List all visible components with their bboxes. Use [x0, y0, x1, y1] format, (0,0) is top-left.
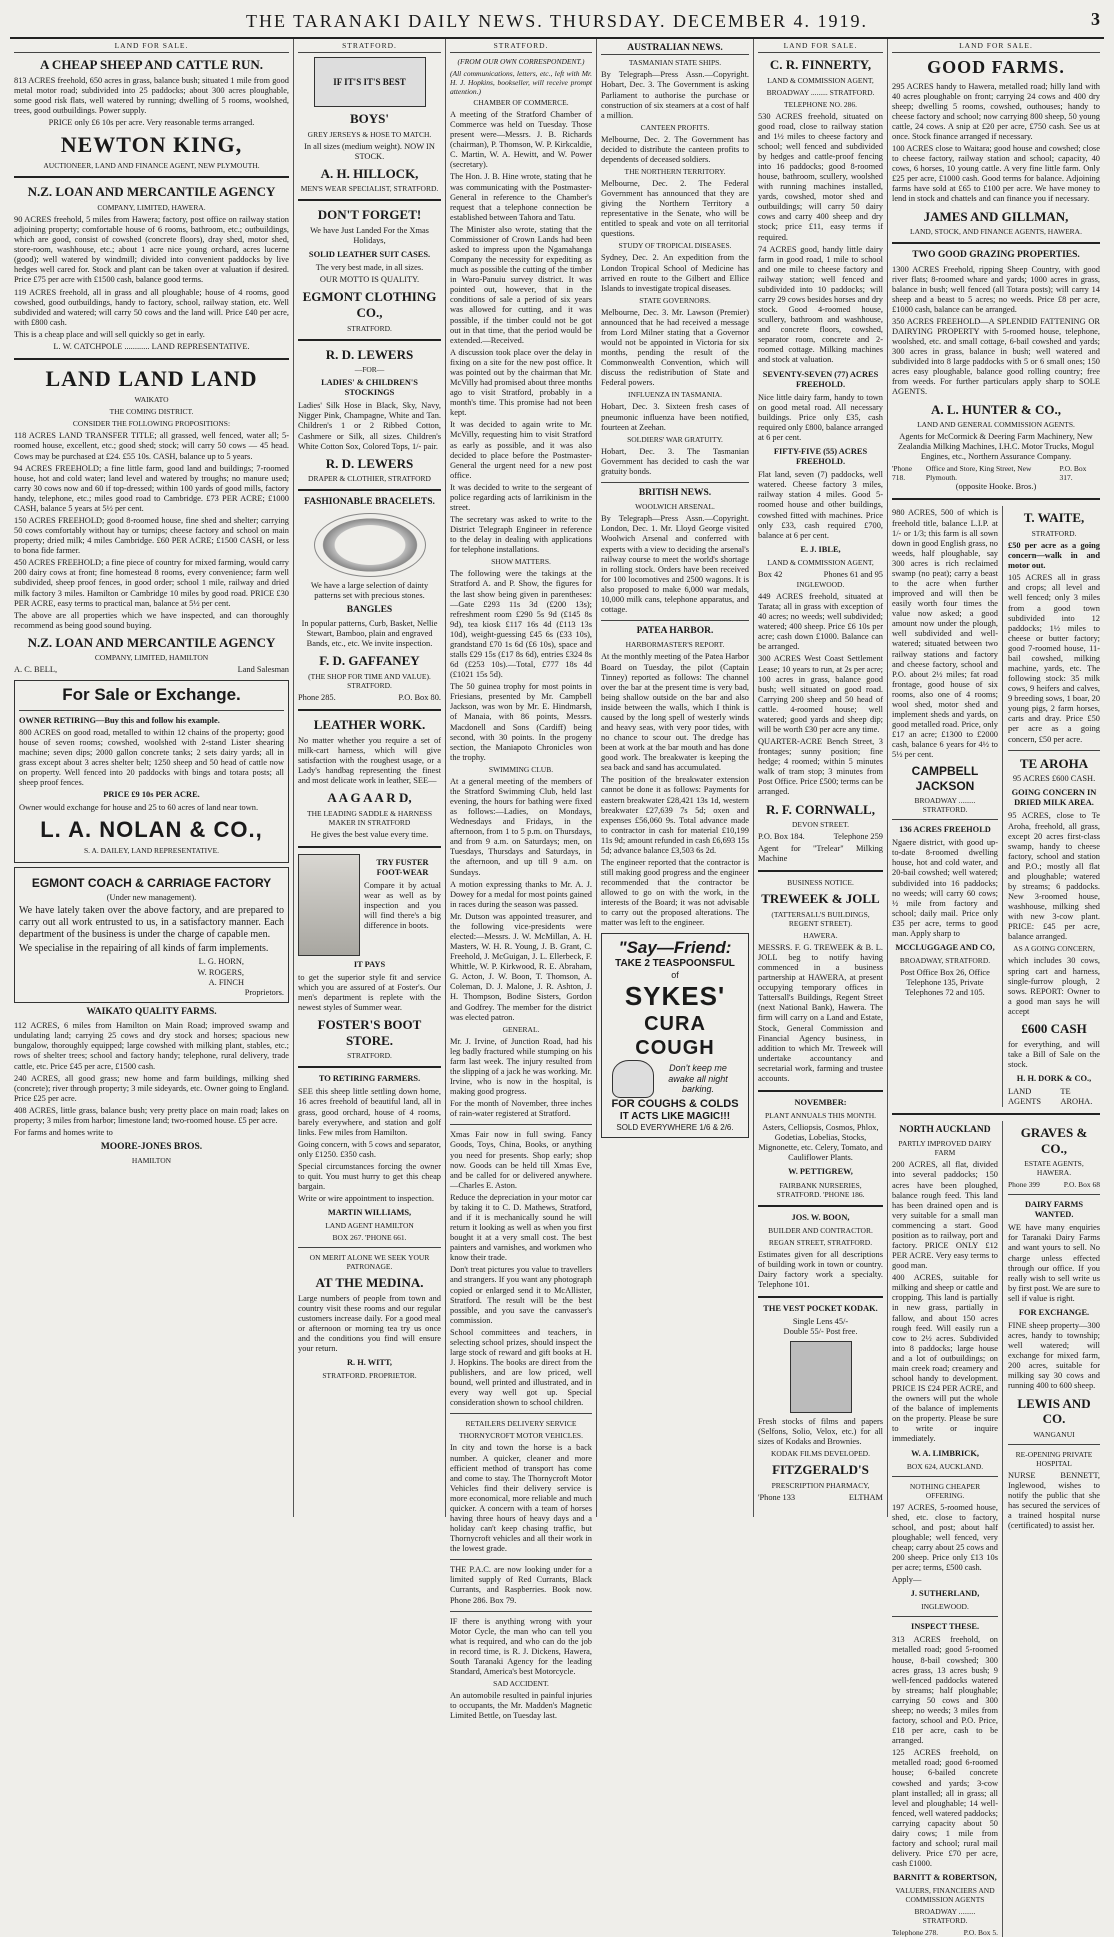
- ad-body: 408 ACRES, little grass, balance bush; very pretty place on main road; lakes on property; 3 miles from harbor; limestone land; two-roomed house. £5 per acre.: [14, 1105, 289, 1125]
- article-text: It was decided to again write to Mr. McVilly, requesting him to visit Stratford as early as possible, and it was also decided to place before the Postmaster-General the urgent need for a new post office.: [450, 420, 592, 480]
- ad-body: Flat land, seven (7) paddocks, well watered. Cheese factory 3 miles, railway station 4 miles. Good 5-roomed house and other buildings, cowshed fitted with machines. Price only £33, cash required £700, balance at 6 per cent.: [758, 470, 883, 540]
- ad-body: No matter whether you require a set of milk-cart harness, which will give satisfaction with the roughest usage, or a Lady's handbag representing the finest and most delicate work in leather, SEE—: [298, 735, 441, 785]
- town: ELTHAM: [848, 1492, 883, 1502]
- agent-sub: STRATFORD.: [1031, 529, 1077, 539]
- ad-body: 150 ACRES FREEHOLD; good 8-roomed house, fine shed and shelter; carrying 50 cows comfortably without hay or turnips; cheese factory and school on main property; dried milk; 4 miles Cambridge. £60 PER ACRE; £1500 CASH, or less to bona fide farmer.: [14, 516, 289, 556]
- ad-headline: For Sale or Exchange.: [62, 684, 241, 704]
- ad-headline: RE-OPENING PRIVATE HOSPITAL: [1015, 1449, 1093, 1468]
- agent-sub: VALUERS, FINANCIERS AND COMMISSION AGENTS: [895, 1886, 995, 1905]
- ad-sub: BANGLES: [346, 604, 393, 615]
- agent-name: FITZGERALD'S: [772, 1462, 869, 1478]
- best-emblem-icon: IF IT'S IT'S BEST: [314, 57, 426, 107]
- ad-sign: A. C. BELL,: [14, 665, 58, 675]
- article-text: The secretary was asked to write to the District Telegraph Engineer in reference to the delay in dealing with applications for telephone installations.: [450, 515, 592, 555]
- ad-body: 813 ACRES freehold, 650 acres in grass, balance bush; situated 1 mile from good metal motor road; subdivided into 25 paddocks; about 300 acres ploughable, some good risk flats, well watered by running; dwelling of 5 rooms, woolshed, trees, good outbuildings. Power supply.: [14, 75, 289, 115]
- agent-name: E. J. IBLE,: [800, 544, 841, 554]
- agent-sub: LAND AGENTS: [1008, 1086, 1042, 1106]
- ad-body: 800 ACRES on good road, metalled to within 12 chains of the property; good house of seven rooms; cowshed, woolshed with 2-stand Lister shearing machine; seven dips; 2000 gallon concrete tanks; 2 sets dairy yards; all in grass except about 3 acres shelter belt; 1250 sheep and 50 head of cattle now on property. Well fenced into 20 paddocks with bings and totara posts; all sheep proof fences.: [19, 728, 284, 788]
- agent-name: J. SUTHERLAND,: [910, 1589, 980, 1599]
- agent-sub: TE AROHA.: [1060, 1086, 1093, 1106]
- ad-sub: —FOR—: [354, 365, 385, 375]
- ad-body: OUR MOTTO IS QUALITY.: [319, 275, 420, 285]
- article-text: The 50 guinea trophy for most points in Friesians, presented by Mr. Campbell Jackson, was won by Mr. E. Hindmarsh, of Manaia, with 86 points, Messrs. Macdonell and Sons (Cardiff) being second, with 30 points. In the progeny section, the Maniapoto Chronicles won the trophy.: [450, 682, 592, 762]
- ad-body: 313 ACRES freehold, on metalled road; good 5-roomed house, 8-bail cowshed; 300 acres grass, 13 acres bush; 9 well-fenced paddocks watered by streams; half ploughable; carrying 50 cows and 300 sheep; no weeds; 3 miles from factory, school and P.O. Price, £18 per acre, cash to be arranged.: [892, 1635, 998, 1746]
- section-heading: BRITISH NEWS.: [638, 487, 712, 498]
- ad-text: of: [671, 969, 679, 980]
- ad-headline: N.Z. LOAN AND MERCANTILE AGENCY: [27, 634, 276, 650]
- agent-sub: PRESCRIPTION PHARMACY,: [771, 1480, 870, 1490]
- ad-body: The very best made, in all sizes.: [315, 263, 424, 273]
- article-heading: RETAILERS DELIVERY SERVICE: [465, 1419, 577, 1429]
- ad-body: Ladies' Silk Hose in Black, Sky, Navy, Nigger Pink, Champagne, White and Tan. Children's 1 or 2 Ribbed Cotton, Cashmere or Silk, all sizes. Children's White Cotton Sox, Colored Tops, 1/- pair.: [298, 401, 441, 451]
- agent-sub: (TATTERSALL'S BUILDINGS, REGENT STREET).: [771, 909, 870, 928]
- article-text: An automobile resulted in painful injuries to occupants, the Mr. Madden's Magnetic Limited Bettle, on Tuesday last.: [450, 1691, 592, 1721]
- article-text: A motion expressing thanks to Mr. A. J. Dowey for a medal for most points gained in races during the season was passed.: [450, 879, 592, 909]
- ad-body: Compare it by actual wear as well as by inspection and you will find there's a big difference in boots.: [364, 880, 441, 931]
- agent-name: R. D. LEWERS: [325, 455, 414, 471]
- article-heading: INFLUENZA IN TASMANIA.: [627, 390, 723, 400]
- ad-body: which includes 30 cows, spring cart and harness, single-furrow plough, 2 sows. REPORT: Owner to a good man says he will accept: [1008, 956, 1100, 1016]
- ad-body: 94 ACRES FREEHOLD; a fine little farm, good land and buildings; 7-roomed house, hot and cold water; land level and watered by troughs; no manure used; carry 30 cows now and 60 if top-dressed; within 100 yards of good mills, factory handy, telephone, etc.; miles good road to Cambridge. £73 PER ACRE; £1000 CASH, balance 5 years at 5½ per cent.: [14, 463, 289, 513]
- article-text: At the monthly meeting of the Patea Harbor Board on Tuesday, the pilot (Captain Tinney) reported as follows: The channel over the bar at the present time is very bad, being shallow outside on the bar and also inside between the walls, which I think is caused by the long spell of westerly winds and heavy seas, with very poor tides, with no chance to scour out. The dredge has been at work at the bar mouth and has done good work. The breakwater is keeping the sea back and sand has accumulated.: [601, 652, 749, 773]
- ad-body: Special circumstances forcing the owner to quit. You must hurry to get this cheap bargain.: [298, 1161, 441, 1192]
- article-text: By Telegraph—Press Assn.—Copyright. London, Dec. 1. Mr. Lloyd George visited Woolwich Arsenal and conferred with experts with a view to deciding the arsenal's railway course to meet the world's shortage in rolling stock. Orders have been received for 100 locomotives and 2500 wagons. It is also proposed to make 6,000 war medals, 10,000 milk cans, telephone apparatus, and cottage.: [601, 514, 749, 614]
- agent-sub: BUILDER AND CONTRACTOR.: [768, 1225, 873, 1235]
- article-text: By Telegraph—Press Assn.—Copyright. Hobart, Dec. 3. The Government is asking Parliament to authorise the purchase or construction of six steamers at a cost of half a million.: [601, 70, 749, 120]
- article-text: A meeting of the Stratford Chamber of Commerce was held on Tuesday. Those present were—Messrs. J. B. Richards (chairman), P. Thomson, W. P. Kirkcaldie, C. Martin, W. A. Hewitt, and W. Power (secretary).: [450, 110, 592, 170]
- article-heading: WOOLWICH ARSENAL.: [635, 502, 715, 512]
- section-heading: AUSTRALIAN NEWS.: [601, 43, 749, 55]
- article-text: Mr. Dutson was appointed treasurer, and the following vice-presidents were elected:—Messrs. J. W. McMillan, A. H. Masters, W. H. R. Young, J. B. Grant, C. Freehold, J. McGuigan, J. L. Ellerbeck, F. Whittle, W. P. Kirkwood, R. E. Abraham, G. Acton, J. W. Boon, T. Thomson, A. Coleman, D. J. Malone, J. R. Ashton, J. H. Thompson, Bodine Sisters, Gordon and Godfrey. The member for the district was elected patron.: [450, 911, 592, 1022]
- agent-sub: INGLEWOOD.: [921, 1602, 969, 1612]
- column-5: [754, 39, 888, 1517]
- article-heading: THORNYCROFT MOTOR VEHICLES.: [459, 1431, 583, 1441]
- ad-sub: IT PAYS: [353, 959, 386, 969]
- ad-body: 980 ACRES, 500 of which is freehold title, balance L.I.P. at 1/- or 1/3; this farm is all sown down in good English grass, no weeds, half ploughable, say 300 acres is rich reclaimed swamp (no peat); carry a beast to the acre when further improved and will then be easily worth four times the value now asked; a good amount now under the plough, well subdivided and well-watered; situated between two railway stations and factory and cheese factory, school and P.O. about 2½ miles; fat road frontage, good house of six rooms, also one of 4 rooms; wool shed, motor shed and implement sheds and yards, on good metalled road. Price, only £17 an acre; £1300 to £2000 cash, balance 6 years for 4½ to 5½ per cent.: [892, 508, 998, 760]
- ad-headline: LAND LAND LAND: [45, 365, 258, 391]
- article-text: Hobart, Dec. 3. The Tasmanian Government has decided to cash the war gratuity bonds.: [601, 446, 749, 476]
- agent-sub: DEVON STREET.: [792, 820, 849, 830]
- agent-sub: (opposite Hooke. Bros.): [955, 482, 1037, 492]
- ad-sub: GREY JERSEYS & HOSE TO MATCH.: [307, 129, 432, 139]
- ad-text: IT ACTS LIKE MAGIC!!!: [619, 1111, 731, 1123]
- ad-headline: TWO GOOD GRAZING PROPERTIES.: [912, 250, 1080, 261]
- article-heading: CHAMBER OF COMMERCE.: [473, 98, 569, 107]
- article-text: Xmas Fair now in full swing. Fancy Goods, Toys, China, Books, or anything you need for presents. Shop early; shop now. Goods can be held till Xmas Eve, and be called for or delivered anywhere.—Charles E. Aston.: [450, 1130, 592, 1190]
- agent-name: JAMES AND GILLMAN,: [923, 208, 1069, 224]
- ad-body: SEE this sheep little settling down home, 16 acres freehold of beautiful land, all in grass, good orchard, house of 4 rooms, barely everywhere, and station and golf links. Few miles from Hamilton.: [298, 1087, 441, 1137]
- ad-body: For farms and homes write to: [14, 1127, 113, 1137]
- ad-sign: A. FINCH: [208, 977, 244, 987]
- agent-sub: BOX 267. 'PHONE 661.: [332, 1233, 407, 1243]
- ad-body: 74 ACRES good, handy little dairy farm in good road, 1 mile to school and one mile to cheese factory and railway station; well fenced and subdivided into 10 paddocks; will carry 29 cows besides horses and dry stock. Good 4-roomed house, scullery, bathroom and washhouse, and concrete floors, cowshed, separator room, concrete and 2-roomed cottage. Milking machines and stock at valuation.: [758, 244, 883, 365]
- ad-body: Fresh stocks of films and papers (Selfons, Solio, Velox, etc.) for all sizes of Kodaks and Brownies.: [758, 1417, 883, 1447]
- ad-body: £50 per acre as a going concern—walk in and motor out.: [1008, 541, 1100, 571]
- ad-headline: TO RETIRING FARMERS.: [318, 1074, 421, 1084]
- ad-sign: Proprietors.: [244, 987, 284, 997]
- phone: Phones 61 and 95: [823, 569, 883, 579]
- agent-sub: LAND & COMMISSION AGENT,: [767, 557, 874, 567]
- ad-text: CURA COUGH: [635, 1012, 715, 1059]
- ad-body: We have Just Landed For the Xmas Holidays,: [310, 225, 429, 246]
- ad-body: Owner would exchange for house and 25 to 60 acres of land near town.: [19, 802, 259, 812]
- ad-body: 90 ACRES freehold, 5 miles from Hawera; factory, post office on railway station adjoining property; comfortable house of 6 rooms, bathroom, etc.; outbuildings, which are good, consist of cowshed (concrete floors), dray shed, motor shed, store-room, washhouse, etc.; about 1 acre nice young orchard, acres lucerne (good); well watered by windmill; divided into convenient paddocks by live hedges well cared for. Stock and plant can be taken over at valuation if desired. Price £75 per acre with £1500 cash, balance good terms.: [14, 214, 289, 285]
- ad-sub: SOLID LEATHER SUIT CASES.: [308, 250, 431, 260]
- phone: 'Phone 718.: [892, 464, 913, 483]
- ad-sub: GOING CONCERN IN DRIED MILK AREA.: [1011, 788, 1097, 808]
- ad-headline: WAIKATO QUALITY FARMS.: [86, 1006, 217, 1017]
- section-label: STRATFORD.: [450, 41, 592, 53]
- ad-body: 400 ACRES, suitable for milking and sheep or cattle and cropping. This land is partially in new grass, partially in fallow, and about 150 acres rough feed. Will easily run a cow to 2½ acres. Subdivided into 8 paddocks; large house and a lot of outbuildings; on main creek road; creamery and school handy to development. PRICE IS £24 PER ACRE, and the owners will put the whole of the balance of implements on the property. Please be sure to write or inquire immediately.: [892, 1273, 998, 1444]
- section-heading: PATEA HARBOR.: [636, 626, 714, 637]
- section-label: LAND FOR SALE.: [892, 41, 1100, 53]
- ad-headline: THE VEST POCKET KODAK.: [763, 1303, 878, 1313]
- article-text: At a general meeting of the members of the Stratford Swimming Club, held last evening, the hours for bathing were fixed as follows:—Ladies, on Mondays, Wednesdays and Fridays, in the afternoon, from 1 to 5 p.m. on Thursdays, and from 9 a.m. on Saturdays; men, on Tuesdays, Thursdays and Saturdays, in the afternoon, and up till 9 a.m. on Sundays.: [450, 776, 592, 877]
- agent-name: MCCLUGGAGE AND CO,: [895, 943, 995, 953]
- article-text: THE P.A.C. are now looking under for a limited supply of Red Currants, Black Currants, and Raspberries. Book now. Phone 286. Box 79.: [450, 1565, 592, 1605]
- agent-sub: BROADWAY ......... STRATFORD.: [914, 1907, 976, 1926]
- agent-name: C. R. FINNERTY,: [769, 57, 872, 72]
- article-heading: HARBORMASTER'S REPORT.: [625, 640, 725, 650]
- article-text: Melbourne, Dec. 2. The Government has decided to distribute the canteen profits to dependents of deceased soldiers.: [601, 134, 749, 164]
- agent-sub: LAND & COMMISSION AGENT,: [767, 75, 874, 85]
- article-text: The following were the takings at the Stratford A. and P. Show, the figures for the last show being given in parentheses:—Gate £293 11s 3d (£200 13s); refreshment room £290 5s 9d (£145 8s 9d), tea kiosk £117 16s 4d (£113 13s 10d), weight-guessing £45 6s (£33 10s), grandstand £70 1s 6d (£6 10s), space and stalls £29 15s (£17 8s 6d), entries £324 8s 6d (£253 10s).—Total, £777 18s 4d (£1021 15s 5d).: [450, 569, 592, 680]
- agent-name: R. D. LEWERS: [325, 346, 414, 362]
- ad-body: 300 ACRES West Coast Settlement Lease; 10 years to run, at 2s per acre; 100 acres in grass, balance good bush; well situated on good road. Carrying 200 sheep and 50 head of cattle. 4-roomed house; well watered; good yards and sheep dip; will be worth £30 per acre any time.: [758, 654, 883, 734]
- box: P.O. Box 317.: [1059, 464, 1087, 483]
- phone: Telephone 259: [833, 832, 883, 842]
- box: P.O. Box 80.: [398, 693, 441, 703]
- for-sale-box: [14, 680, 289, 863]
- price-line: Double 55/- Post free.: [783, 1327, 858, 1337]
- agent-sub: BROADWAY ......... STRATFORD.: [766, 87, 875, 97]
- ad-body: The above are all properties which we have inspected, and can thoroughly recommend as being good sound buying.: [14, 610, 289, 630]
- ad-body: WE have many enquiries for Taranaki Dairy Farms and want yours to sell. No charge unless effected through our office. If you really wish to sell write us by first post. We are sure to sell if value is right.: [1008, 1223, 1100, 1303]
- ad-body: 240 ACRES, all good grass; new home and farm buildings, milking shed (concrete); river through property; 3 mile sideyards, etc. Owner going to England. Price £25 per acre.: [14, 1073, 289, 1103]
- ad-body: We have a large selection of dainty patterns set with precious stones.: [310, 580, 429, 600]
- agent-name: A. L. HUNTER & CO.,: [930, 401, 1061, 417]
- agent-name: W. PETTIGREW,: [788, 1167, 853, 1177]
- article-text: Melbourne, Dec. 3. Mr. Lawson (Premier) announced that he had received a message from Lord Milner stating that a Governor would not be appointed in Victoria for six months, pending the result of the Commonwealth Convention, which will discuss the redistribution of State and Federal powers.: [601, 307, 749, 388]
- price-line: Single Lens 45/-: [792, 1316, 849, 1326]
- column-3: [446, 39, 597, 1721]
- article-text: The Hon. J. B. Hine wrote, stating that he was communicating with the Postmaster-General in reference to the Chamber's request that a telephone connection be established between Tahora and Tatu.: [450, 172, 592, 222]
- article-heading: THE NORTHERN TERRITORY.: [624, 167, 726, 177]
- agent-name: L. A. NOLAN & CO.,: [40, 816, 263, 842]
- ad-sub: LADIES' & CHILDREN'S STOCKINGS: [321, 378, 418, 398]
- ad-body: 350 ACRES FREEHOLD—A SPLENDID FATTENING OR DAIRYING PROPERTY with 5-roomed house, telephone, woolshed, etc. and small cottage, 6-bail cowshed and yards; 300 acres in grass, balance in bush; well watered and subdivided into 8 large paddocks with 5 or 6 small ones; 150 acres easy ploughable, balance good rolling country; free from weeds. For further particulars apply sharp to SOLE AGENTS.: [892, 316, 1100, 397]
- ad-price: £600 CASH: [1021, 1020, 1087, 1036]
- ad-body: This is a cheap place and will sell quickly so get in early.: [14, 329, 205, 339]
- ad-body: QUARTER-ACRE Bench Street, 3 frontages; sunny position; fine hedge; 4 roomed; within 5 minutes walk of tram stop; 3 minutes from Post Office. Price £500; terms can be arranged.: [758, 737, 883, 797]
- agent-sub: AUCTIONEER, LAND AND FINANCE AGENT, NEW PLYMOUTH.: [43, 161, 260, 171]
- ad-body: We specialise in the repairing of all kinds of farm implements.: [19, 943, 269, 955]
- article-heading: SHOW MATTERS.: [491, 557, 551, 567]
- article-text: A discussion took place over the delay in fixing on a site for the new post office. It was pointed out by the chairman that Mr. McVilly had promised about three months ago to visit Stratford, probably in a month's time. This promise had not been kept.: [450, 347, 592, 418]
- ad-price: PRICE £9 10s PER ACRE.: [103, 790, 200, 800]
- page-number: 3: [1091, 9, 1100, 29]
- columns: [10, 39, 1104, 1937]
- ad-body: 197 ACRES, 5-roomed house, shed, etc. close to factory, school, and post; about half ploughable; well fenced, very cheap; carry about 25 cows and 200 sheep. Price only £13 10s per acre; terms, £500 cash.: [892, 1502, 998, 1573]
- ad-sign: L. W. CATCHPOLE ............ LAND REPRESENTATIVE.: [53, 341, 250, 351]
- article-text: The engineer reported that the contractor is still making good progress and the engineer recommended that the contractor be allowed to go on with the work, in the interests of the Board; it was not advisable to carry out the proposed alterations. The matter was left to the engineer.: [601, 858, 749, 928]
- ad-sub: BUSINESS NOTICE.: [787, 878, 854, 888]
- byline: (FROM OUR OWN CORRESPONDENT.): [457, 57, 585, 66]
- masthead: [10, 5, 1104, 39]
- agent-name: R. H. WITT,: [346, 1358, 393, 1368]
- ad-headline: DON'T FORGET!: [317, 207, 422, 223]
- agent-sub: BROADWAY, STRATFORD.: [899, 956, 991, 966]
- ad-text: SOLD EVERYWHERE 1/6 & 2/6.: [616, 1123, 734, 1133]
- agent-sub: THE LEADING SADDLE & HARNESS MAKER IN STRATFORD: [307, 808, 432, 827]
- ad-body: 125 ACRES freehold, on metalled road; good 6-roomed house; 6-bailed concrete cowshed and yards; 3-cow plant installed; all in grass; all level and ploughable; 14 well-fenced, well watered paddocks; carrying capacity about 50 dairy cows; 1 mile from factory and school; rural mail delivery. Price £70 per acre, cash £1000.: [892, 1748, 998, 1869]
- dog-icon: [612, 1060, 654, 1098]
- ad-text: FOR COUGHS & COLDS: [611, 1097, 739, 1110]
- ad-headline: N.Z. LOAN AND MERCANTILE AGENCY: [27, 184, 276, 200]
- box: Box 42: [758, 569, 783, 579]
- ad-body: 200 ACRES, all flat, divided into several paddocks; 150 acres have been ploughed, balance rough feed. This land has been drained open and is very suitable for a small man commencing a start. Good position as to railway, port and factory. PRICE ONLY £12 PER ACRE. Very easy terms to good man.: [892, 1160, 998, 1271]
- ad-text: SYKES': [624, 980, 726, 1011]
- article-heading: STATE GOVERNORS.: [639, 295, 711, 305]
- ad-body: 119 ACRES freehold, all in grass and all ploughable; house of 4 rooms, good cowshed, good outbuildings, handy to factory, school, railway station, etc. Well subdivided and watered; will carry 50 cows and the land will. Price £40 per acre, with £800 cash.: [14, 287, 289, 327]
- agent-sub: (THE SHOP FOR TIME AND VALUE). STRATFORD.: [308, 672, 431, 691]
- ad-body: Agents for McCormick & Deering Farm Machinery, New Zealandia Milking Machines, I.H.C. Motor Trucks, Mogul Engines, etc., Northern Assurance Company.: [897, 432, 1095, 462]
- coach-factory-box: [14, 867, 289, 1003]
- agent-sub: HAWERA.: [803, 930, 838, 940]
- ad-body: MESSRS. F. G. TREWEEK & B. L. JOLL beg to notify having commenced in a business partnership at HAWERA, at present occupying temporary offices in Tattersall's Buildings, Regent Street (next National Bank), Hawera. The firm will carry on a Land and Estate, Stock, General Commission and Financial Agency business, in addition to which Mr. Treweek will undertake accountancy and secretarial work, farming and trustee accounts.: [758, 942, 883, 1083]
- article-heading: STUDY OF TROPICAL DISEASES.: [618, 241, 732, 251]
- boot-icon: [298, 854, 360, 956]
- ad-body: In popular patterns, Curb, Basket, Nellie Stewart, Bamboo, plain and engraved Bands, etc., etc. We invite inspection.: [301, 619, 438, 649]
- agent-sub: STRATFORD.: [347, 1051, 392, 1061]
- agent-name: TREWEEK & JOLL: [761, 891, 880, 907]
- article-heading: SOLDIERS' WAR GRATUITY.: [627, 434, 723, 444]
- ad-sub: PLANT ANNUALS THIS MONTH.: [765, 1111, 876, 1121]
- ad-body: Post Office Box 26, Office Telephone 135, Private Telephones 72 and 105.: [900, 968, 990, 998]
- article-text: Mr. J. Irvine, of Junction Road, had his leg badly fractured while stumping on his farm last week. The injury resulted from the slipping of a jack he was working. Mr. Irvine, who is now in the hospital, is making good progress.: [450, 1036, 592, 1097]
- phone: Phone 399: [1008, 1180, 1040, 1190]
- ad-headline: FOR EXCHANGE.: [1018, 1307, 1090, 1317]
- agent-sub: LAND AGENT HAMILTON: [325, 1221, 414, 1231]
- phone: Phone 285.: [298, 693, 336, 703]
- ad-sub: COMPANY, LIMITED, HAMILTON: [94, 653, 209, 663]
- ad-text: "Say—Friend:: [618, 937, 732, 957]
- ad-headline: NORTH AUCKLAND: [899, 1124, 991, 1135]
- article-heading: SAD ACCIDENT.: [493, 1679, 549, 1689]
- ad-body: He gives the best value every time.: [310, 829, 429, 839]
- ad-sub: AS A GOING CONCERN,: [1013, 944, 1095, 954]
- ad-sub: (Under new management).: [106, 893, 197, 903]
- ad-body: Asters, Celliopsis, Cosmos, Phlox, Godetias, Lobelias, Stocks, Mignonette, etc. Celery, Tomato, and Cauliflower Plants.: [758, 1123, 883, 1163]
- ad-headline: AT THE MEDINA.: [315, 1275, 424, 1291]
- agent-sub: HAMILTON: [131, 1156, 172, 1166]
- ad-headline: FIFTY-FIVE (55) ACRES FREEHOLD.: [773, 447, 868, 467]
- ad-body: for everything, and will take a Bill of Sale on the stock.: [1008, 1039, 1100, 1069]
- ad-body: Large numbers of people from town and country visit these rooms and our regular customers increase daily. For a good meal or afternoon or morning tea try us once and the conditions you find will ensure your return.: [298, 1293, 441, 1354]
- kodak-camera-icon: [790, 1341, 852, 1413]
- article-heading: SWIMMING CLUB.: [488, 764, 554, 774]
- agent-name: FOSTER'S BOOT STORE.: [317, 1017, 422, 1048]
- section-label: LAND FOR SALE.: [758, 41, 883, 53]
- article-text: Don't treat pictures you value to travellers and strangers. If you want any photograph copied or enlarged send it to McAllister, Stratford. The result will be the best possible, and you save the canvasser's commission.: [450, 1265, 592, 1325]
- ad-body: 112 ACRES, 6 miles from Hamilton on Main Road; improved swamp and undulating land; carrying 25 cows and dry stock and horses; spacious new bungalow, thoroughly equipped; large cowshed with milking plant, stables, etc.; rows of shelter trees; school and factory handy; telephone, rural delivery, trade cattle, etc. Price £45 per acre, £1500 cash.: [14, 1021, 289, 1071]
- section-label: STRATFORD.: [298, 41, 441, 53]
- ad-headline: BOYS': [349, 111, 389, 126]
- ad-sign: Land Salesman: [237, 665, 289, 675]
- ad-body: Going concern, with 5 cows and separator, only £1250. £350 cash.: [298, 1139, 441, 1159]
- phone: 'Phone 133: [758, 1492, 796, 1502]
- agent-name: LEWIS AND CO.: [1017, 1395, 1091, 1427]
- agent-sub: ESTATE AGENTS, HAWERA.: [1024, 1159, 1084, 1178]
- article-heading: TASMANIAN STATE SHIPS.: [628, 58, 722, 68]
- office: Office and Store, King Street, New Plymouth.: [925, 464, 1032, 483]
- agent-sub: INGLEWOOD.: [796, 579, 845, 589]
- ad-body: Nice little dairy farm, handy to town on good metal road. All necessary buildings. Price only £35, cash required only £800, balance arranged at 6 per cent.: [758, 392, 883, 443]
- ad-sign: W. ROGERS,: [197, 967, 244, 977]
- phone: Telephone 278.: [892, 1928, 939, 1937]
- ad-sub: KODAK FILMS DEVELOPED.: [771, 1449, 870, 1459]
- ad-headline: A CHEAP SHEEP AND CATTLE RUN.: [40, 57, 263, 72]
- ad-headline: NOTHING CHEAPER OFFERING.: [909, 1481, 981, 1500]
- agent-name: F. D. GAFFANEY: [319, 653, 420, 669]
- ad-headline: LEATHER WORK.: [313, 717, 426, 733]
- agent-sub: BROADWAY ......... STRATFORD.: [914, 796, 976, 815]
- ad-body: We have lately taken over the above factory, and are prepared to carry out all work entrusted to us, in a satisfactory manner. Each department of the business is under the charge of capable men.: [19, 905, 284, 941]
- column-1: [10, 39, 294, 1517]
- agent-name: MARTIN WILLIAMS,: [327, 1208, 412, 1218]
- ad-headline: EGMONT COACH & CARRIAGE FACTORY: [31, 876, 272, 891]
- article-heading: GENERAL.: [502, 1024, 540, 1034]
- ad-headline: GOOD FARMS.: [927, 57, 1065, 77]
- agent-sub: TELEPHONE NO. 286.: [784, 99, 857, 109]
- ad-sub: 95 ACRES £600 CASH.: [1012, 774, 1096, 784]
- ad-body: 450 ACRES FREEHOLD; a fine piece of country for mixed farming, would carry 200 dairy cows at front; fine homestead 8 rooms, every convenience; farm well subdivided, sheep proof fences, in good order; school 1 mile, railway and dried milk factory 3 miles. Hamilton or Cambridge 10 miles by good road. PRICE £30 PER ACRE, easy terms to practical man, balance at 5½ per cent.: [14, 558, 289, 608]
- column-6: [888, 39, 1104, 1937]
- ad-text: Don't keep me awake all night barking.: [668, 1062, 728, 1095]
- box: P.O. Box 184.: [758, 832, 805, 842]
- ad-body: 1300 ACRES Freehold, ripping Sheep Country, with good river flats; 8-roomed whare and yards; 1000 acres in grass, balance in bush; well fenced (all Totara posts); will carry 14 sheep and a beast to 5 acres; no weeds. Price £8 per acre, £1000 cash, balance can be arranged.: [892, 264, 1100, 314]
- ad-sub: THE COMING DISTRICT.: [109, 407, 194, 417]
- ad-body: Estimates given for all descriptions of building work in town or country. Dairy factory work a specialty. Telephone 101.: [758, 1249, 883, 1289]
- agent-name: GRAVES & CO.,: [1020, 1124, 1088, 1156]
- sykes-cough-ad: [601, 933, 749, 1138]
- box: P.O. Box 68: [1063, 1180, 1100, 1190]
- ad-headline: TE AROHA: [1019, 755, 1089, 771]
- ad-body: 530 ACRES freehold, situated on good road, close to railway station and 1½ miles to cheese factory and school; well fenced and subdivided by hedges and cattle-proof fencing into 16 paddocks; good 8-roomed house, bathroom, scullery, woolshed with running machines installed, yards, cowshed, motor shed and outbuildings; will carry 50 dairy cows and carry 400 sheep and dry stock; price £11, easy terms if required.: [758, 111, 883, 242]
- ad-body: to get the superior style fit and service which you are assured of at Foster's. Our men's department is replete with the newest styles of Summer wear.: [298, 972, 441, 1013]
- ad-headline: NOVEMBER:: [794, 1098, 847, 1108]
- ad-headline: FASHIONABLE BRACELETS.: [304, 497, 435, 508]
- article-text: It was decided to write to the sergeant of police regarding acts of larrikinism in the street.: [450, 482, 592, 512]
- agent-name: T. WAITE,: [1023, 510, 1085, 526]
- column-2: [294, 39, 446, 1517]
- section-label: LAND FOR SALE.: [14, 41, 289, 53]
- agent-sub: S. A. DAILEY, LAND REPRESENTATIVE.: [83, 846, 220, 856]
- ad-body: 105 ACRES all in grass and crops; all level and well fenced; only 3 miles from a good town subdivided into 12 paddocks; 1½ miles to cheese or butter factory; good 7-roomed house, 11-bail cowshed, milking machine, yards, etc. The following stock: 35 milk cows, 9 heifers and calves, 9 breeding sows, 1 boar, 20 young pigs, 2 farm horses, carts and dray. Price £50 per acre as a going concern, £50 per acre.: [1008, 573, 1101, 744]
- article-text: Reduce the depreciation in your motor car by taking it to C. D. Mathews, Stratford, and if it is mechanically sound he will return it looking as well as when you first bought it at a very small cost. The best painters and varnishes, and workmen who know their trade.: [450, 1192, 592, 1263]
- ad-body: 100 ACRES close to Waitara; good house and cowshed; close to cheese factory, railway station and school; capacity, 40 cows, 6 horses, 10 young cattle. A very fine little farm. Only £25 per acre, £1000 cash. Good terms for balance. Adjoining farms have sold at £65 to £100 per acre. We have money to lend in stock and chattels and can finance you if necessary.: [892, 144, 1100, 204]
- agent-name: W. A. LIMBRICK,: [911, 1448, 979, 1458]
- agent-name: A. H. HILLOCK,: [320, 165, 419, 181]
- ad-price: PRICE only £6 10s per acre. Very reasonable terms arranged.: [48, 117, 255, 127]
- ad-headline: DAIRY FARMS WANTED.: [1024, 1200, 1084, 1220]
- article-text: Melbourne, Dec. 2. The Federal Government has announced that they are giving the Northern Territory a representative in the Senate, who will be entitled to speak and vote on all territorial questions.: [601, 179, 749, 239]
- ad-body: Apply—: [892, 1575, 922, 1585]
- ad-sub: PARTLY IMPROVED DAIRY FARM: [898, 1139, 992, 1158]
- agent-sub: FAIRBANK NURSERIES, STRATFORD. 'PHONE 186.: [776, 1180, 865, 1199]
- agent-sub: STRATFORD.: [347, 323, 392, 333]
- ad-body: Write or wire appointment to inspection.: [298, 1194, 434, 1204]
- ad-body: FINE sheep property—300 acres, handy to township; well watered; will exchange for mixed farm, 200 acres, suitable for milking say 30 cows and running 400 to 600 sheep.: [1008, 1321, 1100, 1391]
- agent-name: CAMPBELL JACKSON: [911, 764, 979, 793]
- article-text: For the month of November, three inches of rain-water registered at Stratford.: [450, 1099, 592, 1119]
- agent-name: MOORE-JONES BROS.: [100, 1142, 203, 1153]
- ad-body: 295 ACRES handy to Hawera, metalled road; hilly land with 40 acres ploughable on front; carrying 24 cows and 400 dry sheep; dwelling 5 rooms, cowshed, outhouses; handy to cheese factory and school; now carrying 800 sheep, 50 young cattle, 24 cows. A snip at £20 per acre, £750 cash. See us at once. Stock finance arranged if necessary.: [892, 81, 1100, 141]
- ad-body: NURSE BENNETT, Inglewood, wishes to notify the public that she has secured the services of a trained hospital nurse (certificated) to assist her.: [1008, 1470, 1100, 1531]
- agent-sub: LAND, STOCK, AND FINANCE AGENTS, HAWERA.: [910, 227, 1082, 237]
- ad-headline: INSPECT THESE.: [910, 1622, 980, 1632]
- article-text: Hobart, Dec. 3. Sixteen fresh cases of pneumonic influenza have been notified, fourteen at Zeehan.: [601, 402, 749, 432]
- ad-headline: TRY FUSTER FOOT-WEAR: [376, 857, 429, 877]
- ad-body: In all sizes (medium weight). NOW IN STOCK.: [304, 141, 435, 161]
- article-text: Sydney, Dec. 2. An expedition from the London Tropical School of Medicine has arrived en route to the Gilbert and Ellice Islands to investigate tropical diseases.: [601, 253, 749, 293]
- article-text: School committees and teachers, in selecting school prizes, should inspect the large stock of reward and gift books at H. J. Hopkins. The books are direct from the publishers, and are low priced, well bound, well printed and illustrated, and in every way well got up. Special consideration shown to school children.: [450, 1327, 592, 1408]
- ad-body: Ngaere district, with good up-to-date 8-roomed dwelling house, hot and cold water, and 20-bail cowshed; well watered; subdivided into 16 paddocks; no weeds; will carry 60 cows; ½ mile from factory and school; daily mail. Price only £35 per acre, terms to good man. Apply sharp to: [892, 838, 998, 938]
- agent-sub: WANGANUI: [1033, 1429, 1075, 1439]
- agent-sub: MEN'S WEAR SPECIALIST, STRATFORD.: [300, 184, 439, 194]
- column-4: [597, 39, 754, 1517]
- ad-headline: SEVENTY-SEVEN (77) ACRES FREEHOLD.: [762, 369, 879, 389]
- masthead-title: THE TARANAKI DAILY NEWS. THURSDAY. DECEMBER 4. 1919.: [246, 10, 868, 31]
- ad-body: 95 ACRES, close to Te Aroha, freehold, all grass, except 20 acres first-class swamp, handy to cheese factory, school and station and P.O.; mostly all flat and ploughable; watered by streams; 6 paddocks. New 3-roomed house, washhouse, milking shed with new 3-cow plant. PRICE: £45 per acre, balance arranged.: [1008, 811, 1100, 942]
- agent-sub: LAND AND GENERAL COMMISSION AGENTS.: [917, 420, 1075, 430]
- ad-sign: L. G. HORN,: [198, 957, 244, 967]
- agent-name: R. F. CORNWALL,: [766, 801, 875, 817]
- agent-sub: DRAPER & CLOTHIER, STRATFORD: [308, 474, 431, 484]
- agent-sub: REGAN STREET, STRATFORD.: [768, 1237, 873, 1247]
- agent-name: H. H. DORK & CO.,: [1016, 1073, 1092, 1083]
- ad-sub: COMPANY, LIMITED, HAWERA.: [97, 202, 206, 212]
- article-text: In city and town the horse is a back number. A quicker, cleaner and more efficient method of transport has come and come to stay. The Thornycroft Motor Vehicles find their delivery service is more economical, more reliable and much quicker. A concern with a team of horses having three hours of heavy days and a holiday can't keep chasing traffic, but Thornycroft vehicles and all their work in the lowest grade.: [450, 1443, 592, 1554]
- ad-body: OWNER RETIRING—Buy this and follow his example.: [19, 715, 220, 725]
- agent-name: NEWTON KING,: [60, 131, 243, 157]
- ad-body: 449 ACRES freehold, situated at Tarata; all in grass with exception of 40 acres; no weeds; well subdivided; watered; 400 sheep. Price £6 10s per acre; cash down £1000. Balance can be arranged.: [758, 591, 883, 652]
- bracelet-icon: [314, 513, 426, 577]
- agent-name: JOS. W. BOON,: [791, 1212, 850, 1222]
- agent-sub: STRATFORD. PROPRIETOR.: [322, 1371, 417, 1381]
- ad-sub: CONSIDER THE FOLLOWING PROPOSITIONS:: [72, 419, 231, 429]
- article-text: The Minister also wrote, stating that the Commissioner of Crown Lands had been asked to impress upon the Ngamahanga Company the necessity for expediting as much as possible the cutting of the timber in Waro-Panuiu survey district. It was pointed out, however, that in the conditions of sale a period of six years was allowed for cutting, and it was possible, if the timber could not be got out in that time, that the period would be extended.—Received.: [450, 224, 592, 345]
- ad-text: TAKE 2 TEASPOONSFUL: [615, 957, 735, 969]
- article-text: The position of the breakwater extension cannot be done it as follows: Payments for eastern breakwater £28,421 13s 1d, western breakwater £27,639 7s 5d; oxen and expenses £56,060 9s. Total advance made to contractor in cash for material £10,199 11s 9d; amount refunded in cash £6,693 15s 5d; advance balance £3,503 6s 2d.: [601, 775, 749, 855]
- ad-body: Agent for "Trelear" Milking Machine: [758, 844, 883, 864]
- agent-sub: BOX 624, AUCKLAND.: [906, 1461, 984, 1471]
- agent-name: BARNITT & ROBERTSON,: [893, 1873, 997, 1883]
- agent-name: A A G A A R D,: [327, 790, 412, 806]
- ad-sub: WAIKATO: [134, 395, 169, 405]
- ad-body: 118 ACRES LAND TRANSFER TITLE; all grassed, well fenced, water all; 5-roomed house, excellent, etc.; good shed; stock; will carry 50 cows — 45 head. Cows may be purchased at £24. £55 10s. CASH, balance up to 5 years.: [14, 431, 289, 461]
- note: (All communications, letters, etc., left with Mr. H. J. Hopkins, bookseller, will receive prompt attention.): [450, 69, 592, 96]
- ad-headline: 136 ACRES FREEHOLD: [899, 825, 991, 835]
- agent-name: EGMONT CLOTHING CO.,: [302, 289, 437, 320]
- box: P.O. Box 5.: [963, 1928, 998, 1937]
- ad-sub: ON MERIT ALONE WE SEEK YOUR PATRONAGE.: [309, 1253, 430, 1272]
- newspaper-page: [10, 5, 1104, 1937]
- article-text: IF there is anything wrong with your Motor Cycle, the man who can tell you what is required, and who can do the job in record time, is R. J. Dickens, Hawera, South Taranaki Agency for the leading Standard, America's best Motorcycle.: [450, 1616, 592, 1677]
- article-heading: CANTEEN PROFITS.: [640, 122, 710, 132]
